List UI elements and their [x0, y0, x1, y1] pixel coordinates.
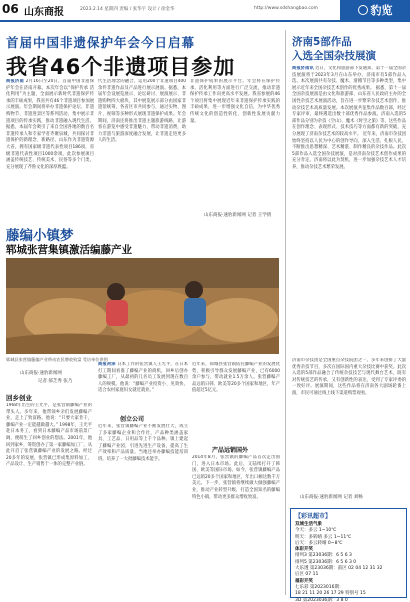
lottery-row: 后区 07 11 [295, 572, 319, 578]
lottery-row: 今天：多云 1~10℃ [295, 528, 337, 534]
lottery-box-title: 【彩讯超市】 [295, 513, 332, 520]
story2-body-col3-top: 近年来，郓城县张营镇依托藤编产业的发展优势，积极引导群众发展藤编产业，已有6000余户参与，带动就业1.5万余人。张营藤编产品远销日韩、欧美等20多个国家和地区，年产值超过5亿元。 [192, 362, 280, 394]
lottery-row: 明天：多转晴 多云 1~11℃ [295, 534, 352, 540]
story3-headline: 入选全国杂技展演 [292, 50, 376, 62]
story2-photo [6, 258, 279, 354]
story2-byline-2: 记者 郝芝秀 张乃 [38, 379, 73, 384]
lottery-section-heading: 福彩开奖 [295, 578, 313, 584]
story2-subhead-2: 创立公司 [120, 416, 145, 423]
story3-body-bottom: 济南市杂技团是全国重点杂技院团之一，多年来创排了大量优秀杂技节目，多次在国际国内重大杂技比赛中获奖。此次入选的5部作品融合了传统杂技技艺与现代舞台艺术，既有对传统技艺的传承，又有创新性的表达，受到了专家评委的一致好评。展演期间，这些作品将在济南各大剧场轮番上演，市民可通过线上线下渠道购票观看。 [292, 358, 406, 396]
lead-body-col1: 商报济南 2月16日至20日，首届中国非遗保护年会在济南开幕。本次年会以“保护传承 活化利用”为主题，全面展示新时代非遗保护传承的丰硕成果，我省共有46个非遗项目参加展示展演。年会期间将举办非遗保护论坛、非遗购物节、非遗进景区等系列活动，集中展示非遗项目的传承实践，推动非遗融入现代生活。据悉，本届年会吸引了来自全国各地的数百名非遗传承人和专家学者齐聚泉城，共同探讨非遗保护的新理念、新路径。山东作为非遗资源大省，拥有国家级非遗代表性项目186项，省级非遗代表性项目1000余项，此次参展项目涵盖传统技艺、传统美术、民俗等多个门类，充分展现了齐鲁文化的深厚底蕴。 [6, 79, 94, 170]
story3-kicker: 济南5部作品 [292, 36, 352, 48]
story2-body-col1: 1968年出生的王光平，是张营镇藤编产业的带头人。多年来，他带领乡亲们发展藤编产业，走上了致富路。他说：“只要大家肯干，藤编产业一定能越做越大。” 1998年，王光平赴日本务工，看到日本藤编产品市场前景广阔，便萌生了回乡创业的想法。2001年，他回到家乡，筹资创办了第一家藤编加工厂，从此开启了张营镇藤编产业的发展之路。经过20多年的发展，张营镇已形成集原料加工、产品设计、生产销售于一体的完整产业链。 [6, 403, 92, 468]
lottery-row: 排列5 第23036期：6 5 6 3 0 [295, 559, 357, 565]
lottery-row: 大乐透 第23036期：前区 02 04 12 31 32 [295, 566, 383, 572]
lead-dateline: 商报济南 [6, 79, 25, 84]
story3-dateline: 商报济南讯 [292, 66, 314, 71]
lead-kicker: 首届中国非遗保护年会今日启幕 [6, 35, 196, 50]
section-brand [340, 0, 410, 22]
lottery-row: 后天：多云转晴 0~8℃ [295, 540, 343, 546]
story2-subhead-3: 产品远销国外 [212, 447, 249, 454]
lottery-row: 七乐彩 第2023016期： [295, 584, 344, 590]
issue-meta: 2023.2.14 星期四 责编 / 张华宇 设计 / 徐金华 [80, 7, 175, 12]
lottery-row: 3D 第2023036期：3 8 0 [295, 597, 348, 602]
lead-byline: 山东商报·速豹新闻网 记者 王学倩 [204, 213, 272, 218]
story2-subhead-left: 回乡创业 [6, 394, 32, 402]
brand-logo-icon [358, 5, 368, 15]
story2-body-col2: 近年来，张营镇藤编产业不断发展壮大，成立了多家藤编企业和合作社，产品种类涵盖家具、工艺品、日用品等上千个品种。镇上建起了藤编产业园，引进先进生产设备，提高了生产效率和产品质量。当地还举办藤编技能培训班，培养了一大批藤编技术能手。 [98, 424, 188, 462]
lottery-section-heading: 双城生活气象 [295, 522, 322, 527]
lottery-row: 18 21 11 20 26 17 29 特别号 15 [295, 591, 366, 597]
rattan-workshop-photo [6, 258, 279, 354]
story2-body-col3: 2014年8月，张营镇的藤编产品首次走出国门，进入日本市场。此后，又陆续打开了韩国、欧美等国际市场。如今，张营镇藤编产品已远销20多个国家和地区，年出口额达数千万美元。下一步，张营镇将继续做大做强藤编产业，推动产业转型升级，打造全国知名的藤编特色小镇，带动更多群众增收致富。 [192, 455, 280, 500]
lottery-row: 排列3 第23036期：6 5 6 3 [295, 553, 352, 559]
story3-byline: 山东商报·速豹新闻网 记者 刘畅 [300, 495, 363, 500]
story2-body-col2-top: 商报菏泽 日本工作的张营镇人王光平，在日本打工期间看准了藤编产业的商机，回乡后创办藤编工厂，从最初的几名员工发展到现在数百人的规模。他说：“藤编产业投资小、见效快，适合农村家庭妇女就近就业。” [98, 362, 188, 394]
column-divider [285, 30, 286, 595]
lottery-weather-box [290, 508, 407, 602]
lead-body-col2: 代生活理念的融合，运用200个非遗项目400余件非遗作品及产品进行展示展演。据悉，本届年会设展览展示、论坛研讨、展演展示、非遗购物四大板块，其中展览展示部分由国家非遗馆统筹，各省区市共同参与，通过实物、图片、视频等多种形式展现非遗保护成果。年会期间，济南还将推出非遗主题旅游线路，让游客在游览中感受非遗魅力，带动非遗消费，助力非遗与旅游深度融合发展，让非遗走进更多人的生活。 [98, 79, 186, 144]
edition-name: 山东商报 [24, 7, 64, 18]
story2-headline: 郓城张营集镇激活编藤产业 [6, 244, 132, 256]
site-url: http://www.sdshangbao.com [254, 6, 319, 11]
lottery-rows [295, 522, 402, 602]
story2-photo-caption: 郓城县张营镇藤编产业带动农民增收致富 受访单位供图 [6, 357, 108, 362]
story2-dateline: 商报菏泽 [98, 362, 116, 367]
story2-byline-1: 山东商报·速豹新闻网 [20, 371, 62, 376]
brand-label: 豹览 [370, 4, 393, 17]
page-number: 06 [2, 2, 19, 16]
lead-headline: 我省46个非遗项目参加 [6, 55, 236, 79]
lottery-section-heading: 体彩开奖 [295, 547, 313, 553]
story3-body-top: 商报济南讯 近日，文化和旅游部下发通知，第十一届全国杂技展演将于2023年3月在山东举办，济南市有5部作品入选。本次展演共有杂技、魔术、滑稽节目等多种类型，集中展示近年来全国杂技艺术创作的优秀成果。 据悉，第十一届全国杂技展演是由文化和旅游部、山东省人民政府主办的全国性杂技艺术展演活动，旨在进一步繁荣杂技艺术创作，推动杂技艺术高质量发展。本次展演共征集作品数百部，经过专家评审，最终遴选出数十部优秀作品参演。济南入选的5部作品分别为杂技《空山》、魔术《时空之旅》等，这些作品在创作理念、表现形式、技术技巧等方面都有新的突破，充分展现了济南杂技艺术的较高水平。 近年来，济南市杂技团始终坚持以人民为中心的创作导向，深入生活，扎根人民，不断推出思想精深、艺术精湛、制作精良的杂技作品。此次5部作品入选全国杂技展演，是对济南杂技艺术创作成果的充分肯定。济南将以此为契机，进一步加强杂技艺术人才培养，推动杂技艺术繁荣发展。 [292, 66, 406, 170]
story2-kicker: 藤编小镇梦 [6, 228, 74, 244]
lead-body-col3: 非遗保护成果的展示平台。年会将在保护传承、活化利用等方面进行广泛交流，推动非遗保护传承工作向更高水平发展。我省参展的46个项目将集中展现近年来非遗保护传承实践的丰硕成果，进一步增强文化自信，为中华优秀传统文化的创造性转化、创新性发展贡献力量。 [190, 79, 280, 124]
masthead [0, 0, 410, 22]
